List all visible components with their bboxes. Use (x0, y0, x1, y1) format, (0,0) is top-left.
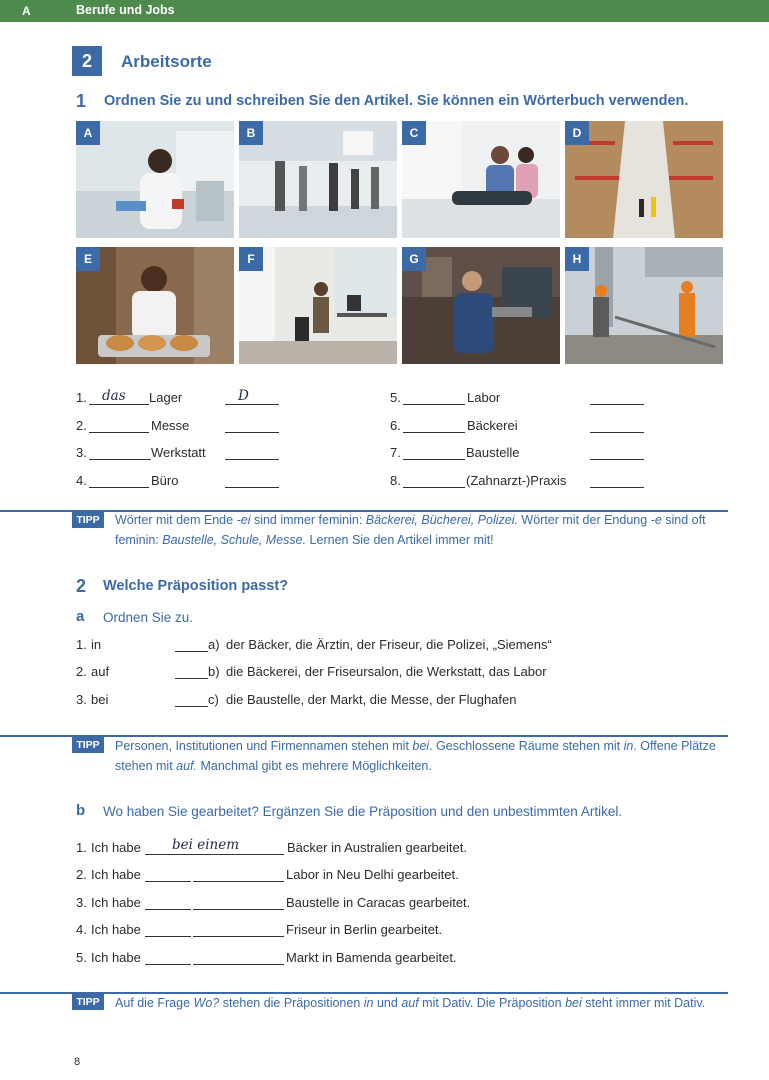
task2b-item (76, 950, 496, 968)
task2-question: Welche Präposition passt? (103, 578, 289, 594)
item-number: 5. (390, 390, 401, 405)
article-blank[interactable] (193, 868, 284, 882)
answer-blank[interactable] (225, 419, 279, 433)
answer-blank[interactable] (590, 419, 644, 433)
item-number: 1. (76, 840, 87, 855)
unit-letter: A (22, 4, 31, 18)
photo-trade-fair (239, 121, 397, 238)
option-letter: a) (208, 637, 220, 652)
unit-title: Berufe und Jobs (76, 3, 175, 17)
handwritten-answer: bei einem (172, 837, 240, 853)
task1-instruction: Ordnen Sie zu und schreiben Sie den Artikel. Sie können ein Wörterbuch verwenden. (104, 93, 689, 109)
item-number: 3. (76, 895, 87, 910)
sentence-start: Ich habe (91, 840, 141, 855)
option-letter: c) (208, 692, 219, 707)
item-word: Bäckerei (467, 418, 518, 433)
task2b-item (76, 895, 496, 913)
task2a-item (76, 664, 636, 682)
sentence-end: Baustelle in Caracas gearbeitet. (286, 895, 471, 910)
photo-label: C (402, 121, 426, 145)
item-number: 3. (76, 445, 87, 460)
answer-blank[interactable] (590, 391, 644, 405)
task2a-item (76, 692, 636, 710)
preposition: auf (91, 664, 110, 679)
item-word: Messe (151, 418, 190, 433)
option-text: der Bäcker, die Ärztin, der Friseur, die Polizei, „Siemens“ (226, 637, 552, 652)
task2a-letter: a (76, 608, 85, 625)
article-blank[interactable] (193, 951, 284, 965)
task1-item (76, 390, 376, 408)
item-number: 1. (76, 637, 87, 652)
item-number: 2. (76, 418, 87, 433)
task1-item (76, 445, 376, 463)
task1-item (76, 473, 376, 491)
item-number: 7. (390, 445, 401, 460)
photo-label: D (565, 121, 589, 145)
page-number: 8 (74, 1056, 81, 1068)
tip-text: Auf die Frage Wo? stehen die Präpositionen in und auf mit Dativ. Die Präposition bei steht immer mit Dativ. (115, 996, 706, 1010)
handwritten-article: das (102, 388, 126, 404)
preposition-blank[interactable] (145, 923, 191, 937)
handwritten-answer: D (238, 388, 249, 404)
answer-blank[interactable] (590, 446, 644, 460)
photo-label: G (402, 247, 426, 271)
photo-dental-practice (402, 121, 560, 238)
tip-label: TIPP (72, 512, 104, 528)
preposition: in (91, 637, 102, 652)
article-blank[interactable] (89, 419, 149, 433)
tip-label: TIPP (72, 737, 104, 753)
photo-label: E (76, 247, 100, 271)
photo-workshop (402, 247, 560, 364)
item-number: 3. (76, 692, 87, 707)
task2b-letter: b (76, 802, 86, 819)
task2b-item (76, 837, 496, 858)
option-text: die Baustelle, der Markt, die Messe, der Flughafen (226, 692, 517, 707)
photo-label: F (239, 247, 263, 271)
task1-item (76, 418, 376, 436)
item-word: Werkstatt (151, 445, 206, 460)
option-letter: b) (208, 664, 220, 679)
item-number: 8. (390, 473, 401, 488)
photo-office (239, 247, 397, 364)
preposition-blank[interactable] (145, 951, 191, 965)
photo-bakery (76, 247, 234, 364)
sentence-start: Ich habe (91, 867, 141, 882)
task2b-item (76, 922, 496, 940)
sentence-end: Friseur in Berlin gearbeitet. (286, 922, 443, 937)
item-number: 6. (390, 418, 401, 433)
tip-label: TIPP (72, 994, 104, 1010)
article-blank[interactable] (403, 391, 465, 405)
sentence-start: Ich habe (91, 922, 141, 937)
answer-blank[interactable] (590, 474, 644, 488)
photo-label: H (565, 247, 589, 271)
preposition-blank[interactable] (145, 896, 191, 910)
task1-item (390, 390, 650, 408)
tip-text: Personen, Institutionen und Firmennamen stehen mit bei. Geschlossene Räume stehen mit in. Offene Plätze stehen mit auf. Manchmal gibt es mehrere Möglichkeiten. (115, 739, 716, 773)
section-number: 2 (72, 46, 102, 76)
sentence-start: Ich habe (91, 950, 141, 965)
match-blank[interactable] (175, 665, 208, 679)
article-blank[interactable] (89, 446, 151, 460)
tip-text: Wörter mit dem Ende -ei sind immer feminin: Bäckerei, Bücherei, Polizei. Wörter mit der Endung -e sind oft feminin: Baustelle, Schule, Messe. Lernen Sie den Artikel immer mit! (115, 513, 706, 547)
answer-blank[interactable] (225, 474, 279, 488)
item-number: 5. (76, 950, 87, 965)
item-word: Lager (149, 390, 183, 405)
item-word: Baustelle (466, 445, 520, 460)
preposition: bei (91, 692, 109, 707)
article-blank[interactable] (193, 896, 284, 910)
sentence-end: Markt in Bamenda gearbeitet. (286, 950, 457, 965)
unit-header-bar (0, 0, 769, 22)
task2a-instruction: Ordnen Sie zu. (103, 610, 194, 625)
sentence-end: Labor in Neu Delhi gearbeitet. (286, 867, 459, 882)
sentence-start: Ich habe (91, 895, 141, 910)
photo-label: B (239, 121, 263, 145)
photo-laboratory (76, 121, 234, 238)
task1-item (390, 445, 650, 463)
item-word: Labor (467, 390, 501, 405)
photo-construction-site (565, 247, 723, 364)
task2b-item (76, 867, 496, 885)
article-blank[interactable] (403, 446, 465, 460)
article-blank[interactable] (193, 923, 284, 937)
item-number: 4. (76, 473, 87, 488)
answer-blank[interactable] (225, 446, 279, 460)
photo-warehouse (565, 121, 723, 238)
item-number: 1. (76, 390, 87, 405)
item-word: (Zahnarzt-)Praxis (466, 473, 567, 488)
article-blank[interactable] (89, 474, 149, 488)
task2a-item (76, 637, 636, 655)
task1-item (390, 418, 650, 436)
item-word: Büro (151, 473, 179, 488)
task1-number: 1 (76, 91, 87, 111)
match-blank[interactable] (175, 693, 208, 707)
option-text: die Bäckerei, der Friseursalon, die Werkstatt, das Labor (226, 664, 547, 679)
article-blank[interactable] (403, 474, 465, 488)
task2b-instruction: Wo haben Sie gearbeitet? Ergänzen Sie die Präposition und den unbestimmten Artikel. (103, 804, 623, 819)
sentence-end: Bäcker in Australien gearbeitet. (287, 840, 467, 855)
preposition-blank[interactable] (145, 868, 191, 882)
task1-item (390, 473, 650, 491)
photo-label: A (76, 121, 100, 145)
task2-number: 2 (76, 576, 87, 596)
section-title: Arbeitsorte (121, 52, 212, 71)
item-number: 2. (76, 867, 87, 882)
article-blank[interactable] (403, 419, 465, 433)
match-blank[interactable] (175, 638, 208, 652)
item-number: 4. (76, 922, 87, 937)
item-number: 2. (76, 664, 87, 679)
answer-blank[interactable] (225, 391, 279, 405)
